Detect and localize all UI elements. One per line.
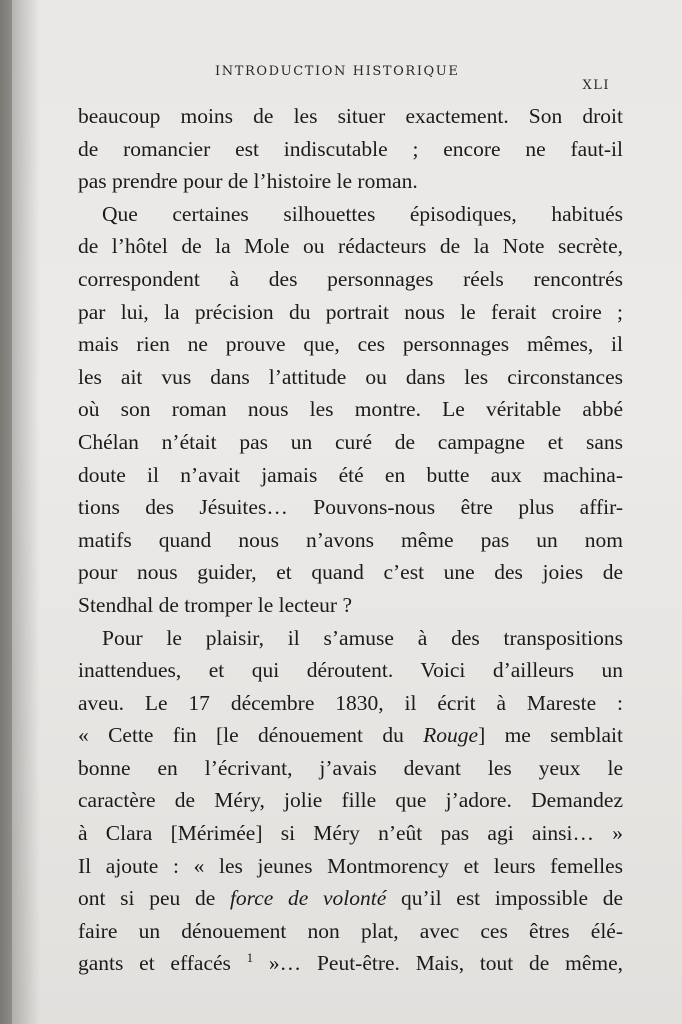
paragraph-start-line: Pour le plaisir, il s’amuse à des transpositions [102, 625, 623, 650]
gutter-shadow [0, 0, 40, 1024]
text-line: où son roman nous les montre. Le véritable abbé [78, 397, 623, 422]
text-line: par lui, la précision du portrait nous le ferait croire ; [78, 299, 623, 324]
text-line: Chélan n’était pas un curé de campagne et sans [78, 429, 623, 454]
text-line: faire un dénouement non plat, avec ces êtres élé- [78, 918, 623, 943]
text-line: mais rien ne prouve que, ces personnages mêmes, il [78, 332, 623, 357]
text-line [78, 719, 623, 752]
italic-title: Rouge [423, 723, 479, 748]
running-head [0, 60, 682, 93]
text-line: inattendues, et qui déroutent. Voici d’ailleurs un [78, 658, 623, 683]
text-line: matifs quand nous n’avons même pas un nom [78, 527, 623, 552]
running-title: INTRODUCTION HISTORIQUE [215, 64, 460, 79]
body-text [78, 100, 623, 980]
text-segment: qu’il est impossible de [386, 886, 624, 911]
footnote-marker[interactable]: 1 [246, 950, 254, 966]
text-line: pas prendre pour de l’histoire le roman. [78, 169, 418, 194]
page-number: XLI [582, 78, 610, 93]
text-line: beaucoup moins de les situer exactement. Son droit [78, 104, 623, 128]
paragraph-start-line: Que certaines silhouettes épisodiques, habitués [102, 201, 623, 226]
text-line: caractère de Méry, jolie fille que j’adore. Demandez [78, 788, 623, 813]
text-line: de l’hôtel de la Mole ou rédacteurs de la Note secrète, [78, 234, 623, 259]
text-segment: gants et effacés [78, 951, 247, 976]
text-line: les ait vus dans l’attitude ou dans les circonstances [78, 364, 623, 389]
text-line [78, 947, 623, 980]
text-line: correspondent à des personnages réels rencontrés [78, 266, 623, 291]
text-segment: « Cette fin [le dénouement du [78, 723, 424, 748]
text-line: bonne en l’écrivant, j’avais devant les yeux le [78, 755, 623, 780]
italic-phrase: force de volonté [229, 886, 387, 911]
text-segment: »… Peut-être. Mais, tout de même, [253, 951, 624, 976]
text-line: à Clara [Mérimée] si Méry n’eût pas agi ainsi… » [78, 821, 623, 846]
text-segment: ont si peu de [78, 886, 230, 911]
text-line: aveu. Le 17 décembre 1830, il écrit à Mareste : [78, 690, 623, 715]
text-line: pour nous guider, et quand c’est une des joies de [78, 560, 623, 585]
text-line: doute il n’avait jamais été en butte aux machina- [78, 462, 623, 487]
text-line: Stendhal de tromper le lecteur ? [78, 592, 353, 617]
text-line: de romancier est indiscutable ; encore ne faut-il [78, 136, 623, 161]
text-line: Il ajoute : « les jeunes Montmorency et leurs femelles [78, 853, 623, 878]
text-line [78, 882, 623, 915]
text-segment: ] me semblait [478, 723, 623, 748]
text-line: tions des Jésuites… Pouvons-nous être plus affir- [78, 495, 623, 520]
